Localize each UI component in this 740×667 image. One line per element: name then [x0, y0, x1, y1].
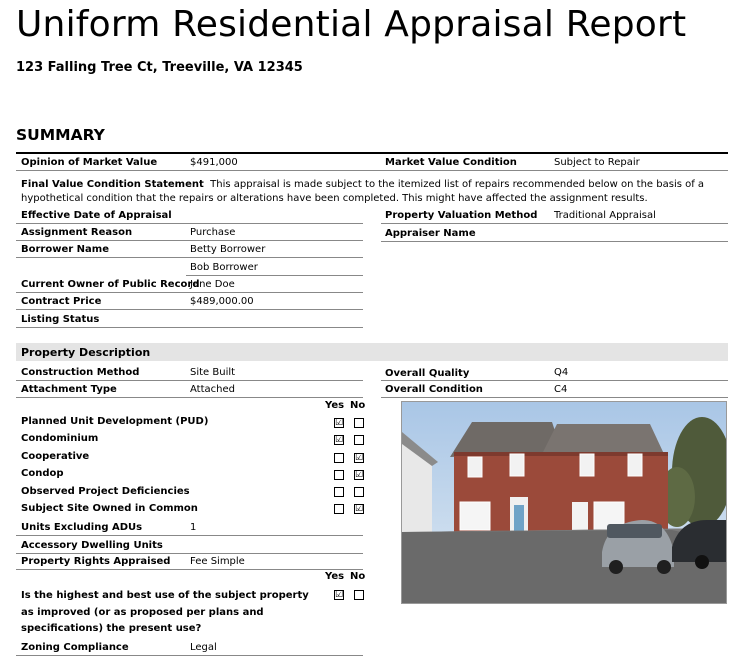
- final-value-label: Final Value Condition Statement: [21, 179, 204, 190]
- cooperative-no-checkbox[interactable]: ☑: [355, 453, 364, 463]
- adu-label: Accessory Dwelling Units: [21, 540, 163, 551]
- owner-value: Jane Doe: [190, 279, 235, 290]
- row-divider: [16, 655, 363, 656]
- opinion-value: $491,000: [190, 157, 238, 168]
- property-description-header: [16, 343, 728, 361]
- mv-condition-label: Market Value Condition: [385, 157, 517, 168]
- owner-label: Current Owner of Public Record: [21, 279, 200, 290]
- property-description-title: Property Description: [21, 346, 151, 359]
- property-address: 123 Falling Tree Ct, Treeville, VA 12345: [16, 60, 303, 75]
- row-divider: [16, 380, 363, 381]
- pud-label: Planned Unit Development (PUD): [21, 416, 209, 427]
- subject-property-photo: [401, 401, 727, 604]
- valuation-method-label: Property Valuation Method: [385, 210, 538, 221]
- overall-quality-value: Q4: [554, 367, 569, 378]
- row-divider: [16, 292, 363, 293]
- condop-yes-checkbox[interactable]: [334, 470, 344, 480]
- valuation-method-value: Traditional Appraisal: [554, 210, 656, 221]
- units-label: Units Excluding ADUs: [21, 522, 143, 533]
- row-divider: [16, 535, 363, 536]
- pud-no-checkbox[interactable]: [354, 418, 364, 428]
- mv-condition-value: Subject to Repair: [554, 157, 640, 168]
- construction-method-label: Construction Method: [21, 367, 140, 378]
- pud-yes-checkbox[interactable]: ☑: [335, 418, 344, 428]
- attachment-type-label: Attachment Type: [21, 384, 117, 395]
- house-roof: [542, 424, 664, 454]
- condop-label: Condop: [21, 468, 64, 479]
- report-title: Uniform Residential Appraisal Report: [16, 4, 687, 45]
- summary-rule: [16, 152, 728, 154]
- site-owned-common-label: Subject Site Owned in Common: [21, 503, 198, 514]
- condop-no-checkbox[interactable]: ☑: [355, 470, 364, 480]
- overall-quality-label: Overall Quality: [385, 368, 470, 379]
- cooperative-yes-checkbox[interactable]: [334, 453, 344, 463]
- highest-best-use-no-checkbox[interactable]: [354, 590, 364, 600]
- summary-heading: SUMMARY: [16, 126, 105, 144]
- row-divider: [16, 309, 363, 310]
- row-divider: [16, 397, 363, 398]
- appraiser-name-label: Appraiser Name: [385, 228, 476, 239]
- window: [628, 454, 642, 476]
- listing-status-label: Listing Status: [21, 314, 100, 325]
- row-divider: [16, 240, 363, 241]
- assignment-reason-label: Assignment Reason: [21, 227, 133, 238]
- row-divider: [16, 257, 363, 258]
- overall-condition-label: Overall Condition: [385, 384, 483, 395]
- condominium-label: Condominium: [21, 433, 99, 444]
- borrower-name-2: Bob Borrower: [190, 262, 258, 273]
- deficiencies-no-checkbox[interactable]: [354, 487, 364, 497]
- deficiencies-yes-checkbox[interactable]: [334, 487, 344, 497]
- window: [510, 454, 524, 476]
- row-divider: [381, 241, 728, 242]
- property-rights-label: Property Rights Appraised: [21, 556, 171, 567]
- contract-price-label: Contract Price: [21, 296, 102, 307]
- no-column-header: No: [350, 571, 366, 582]
- car-window: [607, 524, 662, 538]
- row-divider: [381, 380, 728, 381]
- window: [468, 457, 482, 477]
- row-divider: [381, 397, 728, 398]
- borrower-label: Borrower Name: [21, 244, 109, 255]
- highest-best-use-yes-checkbox[interactable]: ☑: [335, 590, 344, 600]
- contract-price-value: $489,000.00: [190, 296, 254, 307]
- assignment-reason-value: Purchase: [190, 227, 236, 238]
- final-value-statement: [21, 178, 726, 205]
- row-divider: [16, 327, 363, 328]
- condominium-yes-checkbox[interactable]: ☑: [335, 435, 344, 445]
- row-divider: [186, 275, 363, 276]
- condominium-no-checkbox[interactable]: [354, 435, 364, 445]
- yes-column-header: Yes: [325, 400, 345, 411]
- construction-method-value: Site Built: [190, 367, 236, 378]
- highest-best-use-question: Is the highest and best use of the subject property as improved (or as proposed per plans and specifications) the present use?: [21, 590, 309, 634]
- window: [580, 454, 594, 476]
- zoning-compliance-value: Legal: [190, 642, 217, 653]
- yes-column-header: Yes: [325, 571, 345, 582]
- units-value: 1: [190, 522, 197, 533]
- borrower-name-1: Betty Borrower: [190, 244, 266, 255]
- opinion-label: Opinion of Market Value: [21, 157, 158, 168]
- house-photo-illustration: [402, 402, 726, 603]
- effective-date-label: Effective Date of Appraisal: [21, 210, 172, 221]
- zoning-compliance-label: Zoning Compliance: [21, 642, 129, 653]
- row-divider: [16, 170, 728, 171]
- property-rights-value: Fee Simple: [190, 556, 245, 567]
- deficiencies-label: Observed Project Deficiencies: [21, 486, 190, 497]
- attachment-type-value: Attached: [190, 384, 235, 395]
- row-divider: [381, 223, 728, 224]
- car-wheel: [609, 560, 623, 574]
- car-wheel: [695, 555, 709, 569]
- cooperative-label: Cooperative: [21, 451, 90, 462]
- row-divider: [16, 569, 363, 570]
- window: [460, 502, 490, 530]
- no-column-header: No: [350, 400, 366, 411]
- final-value-text: This appraisal is made subject to the itemized list of repairs recommended below on the basis of a hypothetical condition that the repairs or alterations have been completed. This might have affected the assignment results.: [21, 179, 705, 204]
- car-wheel: [657, 560, 671, 574]
- row-divider: [16, 553, 363, 554]
- site-owned-common-no-checkbox[interactable]: ☑: [355, 504, 364, 514]
- row-divider: [16, 223, 363, 224]
- site-owned-common-yes-checkbox[interactable]: [334, 504, 344, 514]
- overall-condition-value: C4: [554, 384, 568, 395]
